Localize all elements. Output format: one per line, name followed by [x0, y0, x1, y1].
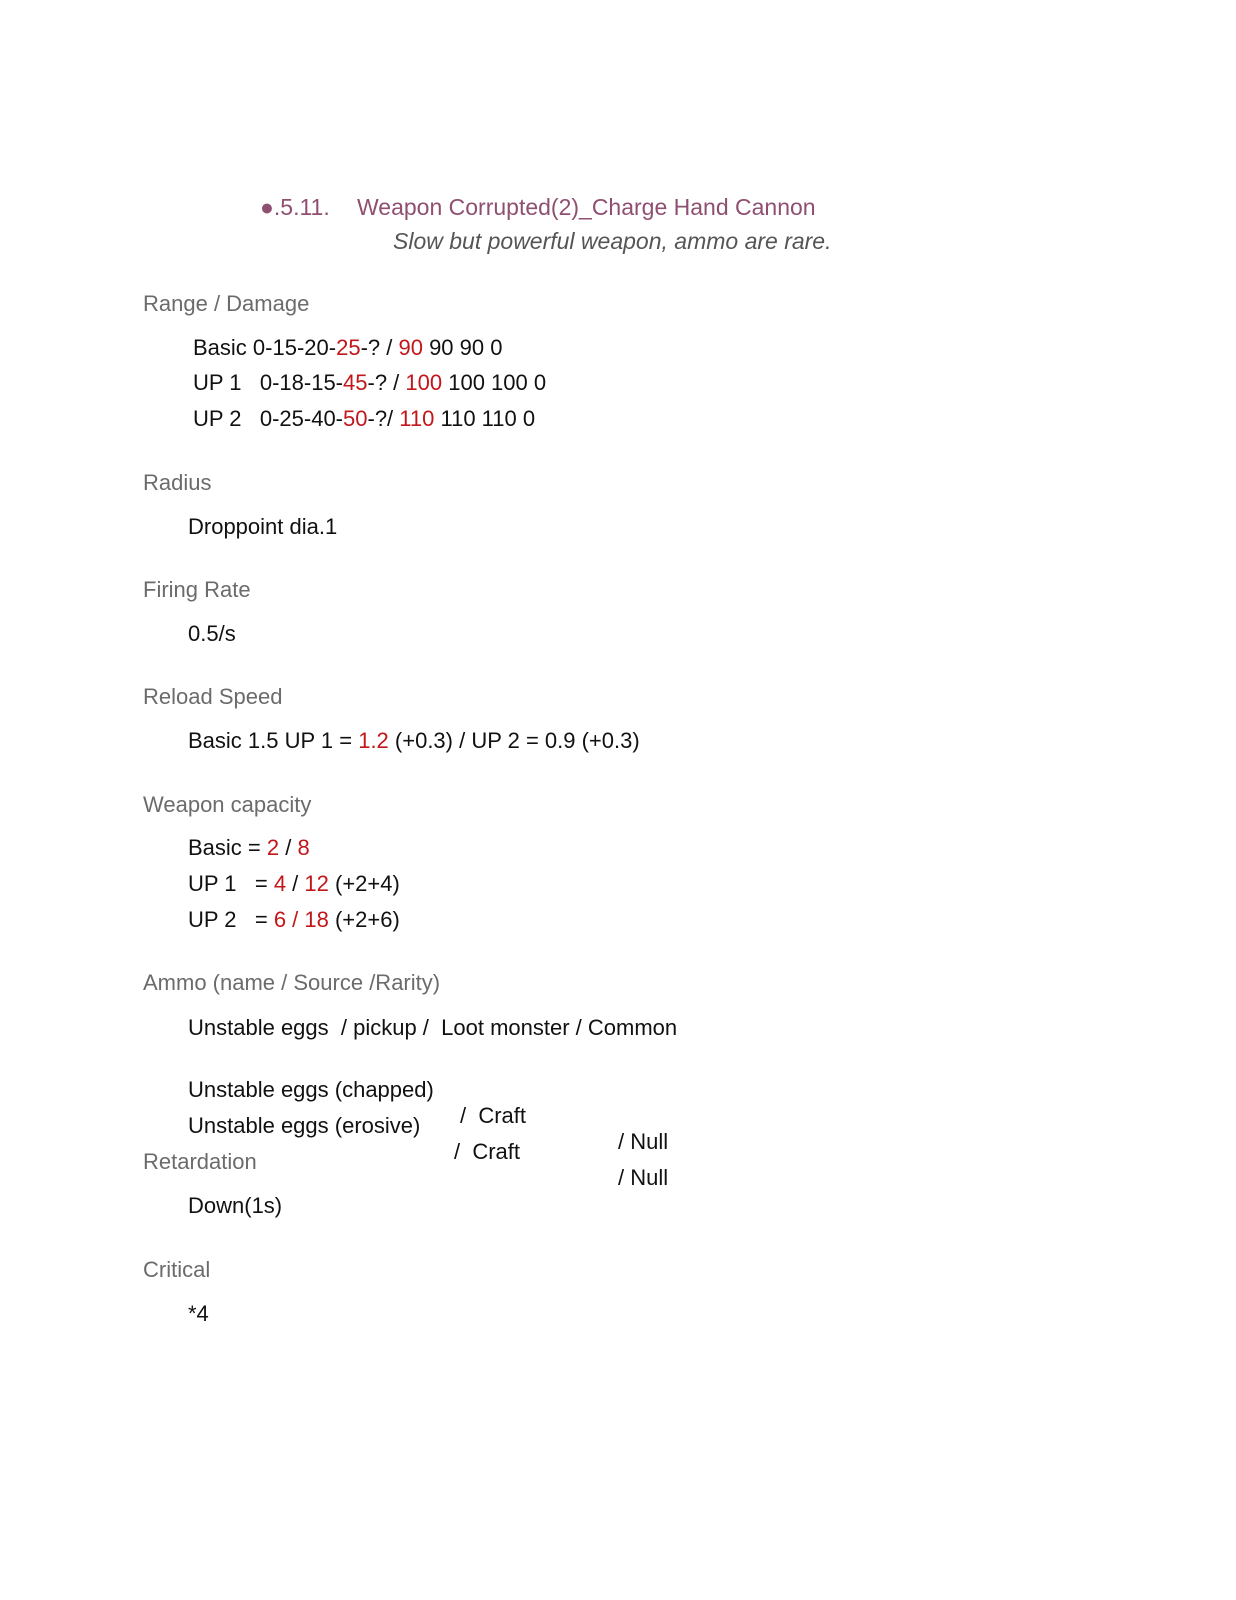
section-subtitle: Slow but powerful weapon, ammo are rare. [393, 228, 832, 254]
range-basic-line: Basic 0-15-20-25-? / 90 90 90 0 [193, 335, 503, 360]
retardation-heading: Retardation [143, 1149, 257, 1174]
ammo-source: / Craft [460, 1103, 527, 1128]
radius-value: Droppoint dia.1 [188, 514, 338, 539]
ammo-row-1: Unstable eggs / pickup / Loot monster / Common [188, 1015, 678, 1040]
range-up1-line: UP 1 0-18-15-45-? / 100 100 100 0 [193, 370, 547, 395]
reload-speed-heading: Reload Speed [143, 684, 283, 709]
critical-heading: Critical [143, 1257, 211, 1282]
section-title: Weapon Corrupted(2)_Charge Hand Cannon [357, 194, 816, 220]
capacity-up1-line: UP 1 = 4 / 12 (+2+4) [188, 871, 400, 896]
range-up2-line: UP 2 0-25-40-50-?/ 110 110 110 0 [193, 406, 536, 431]
firing-rate-heading: Firing Rate [143, 577, 251, 602]
reload-speed-value: Basic 1.5 UP 1 = 1.2 (+0.3) / UP 2 = 0.9 (+0.3) [188, 728, 640, 753]
firing-rate-value: 0.5/s [188, 621, 236, 646]
ammo-source: / Craft [454, 1139, 521, 1164]
capacity-basic-line: Basic = 2 / 8 [188, 835, 310, 860]
ammo-rarity: / Null [618, 1129, 669, 1154]
radius-heading: Radius [143, 470, 212, 495]
capacity-up2-line: UP 2 = 6 / 18 (+2+6) [188, 907, 400, 932]
ammo-heading: Ammo (name / Source /Rarity) [143, 970, 441, 995]
section-number: ●.5.11. [260, 194, 330, 220]
retardation-value: Down(1s) [188, 1193, 283, 1218]
ammo-name: Unstable eggs (erosive) [188, 1113, 421, 1138]
ammo-name: Unstable eggs (chapped) [188, 1077, 434, 1102]
range-damage-heading: Range / Damage [143, 291, 310, 316]
capacity-heading: Weapon capacity [143, 792, 312, 817]
critical-value: *4 [188, 1301, 209, 1326]
ammo-rarity: / Null [618, 1165, 669, 1190]
